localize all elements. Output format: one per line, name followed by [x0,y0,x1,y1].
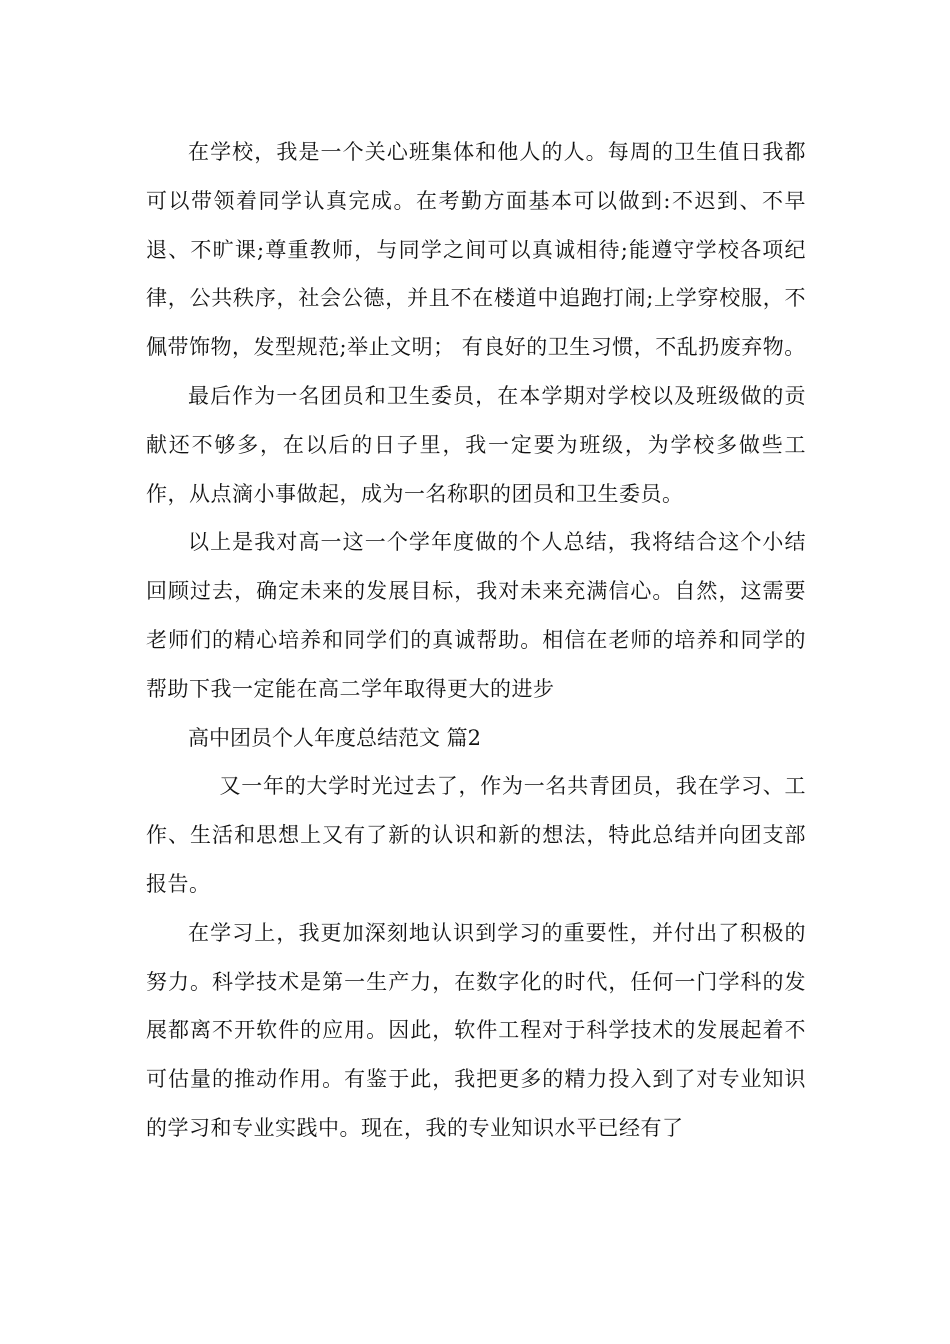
section-heading: 高中团员个人年度总结范文 篇2 [188,725,482,750]
paragraph-university-year: 又一年的大学时光过去了，作为一名共青团员，我在学习、工作、生活和思想上又有了新的认识和新的想法，特此总结并向团支部报告。 [146,774,806,896]
document-body [146,128,806,1153]
paragraph-year-summary: 以上是我对高一这一个学年度做的个人总结，我将结合这个小结回顾过去，确定未来的发展目标，我对未来充满信心。自然，这需要老师们的精心培养和同学们的真诚帮助。相信在老师的培养和同学的帮助下我一定能在高二学年取得更大的进步 [146,530,806,701]
paragraph-league-member-contribution: 最后作为一名团员和卫生委员，在本学期对学校以及班级做的贡献还不够多，在以后的日子里，我一定要为班级，为学校多做些工作，从点滴小事做起，成为一名称职的团员和卫生委员。 [146,383,806,506]
paragraph-study: 在学习上，我更加深刻地认识到学习的重要性，并付出了积极的努力。科学技术是第一生产力，在数字化的时代，任何一门学科的发展都离不开软件的应用。因此，软件工程对于科学技术的发展起着不可估量的推动作用。有鉴于此，我把更多的精力投入到了对专业知识的学习和专业实践中。现在，我的专业知识水平已经有了 [146,920,806,1140]
paragraph-school-conduct: 在学校，我是一个关心班集体和他人的人。每周的卫生值日我都可以带领着同学认真完成。在考勤方面基本可以做到:不迟到、不早退、不旷课;尊重教师，与同学之间可以真诚相待;能遵守学校各项纪律，公共秩序，社会公德，并且不在楼道中追跑打闹;上学穿校服，不佩带饰物，发型规范;举止文明； 有良好的卫生习惯，不乱扔废弃物。 [146,140,806,360]
